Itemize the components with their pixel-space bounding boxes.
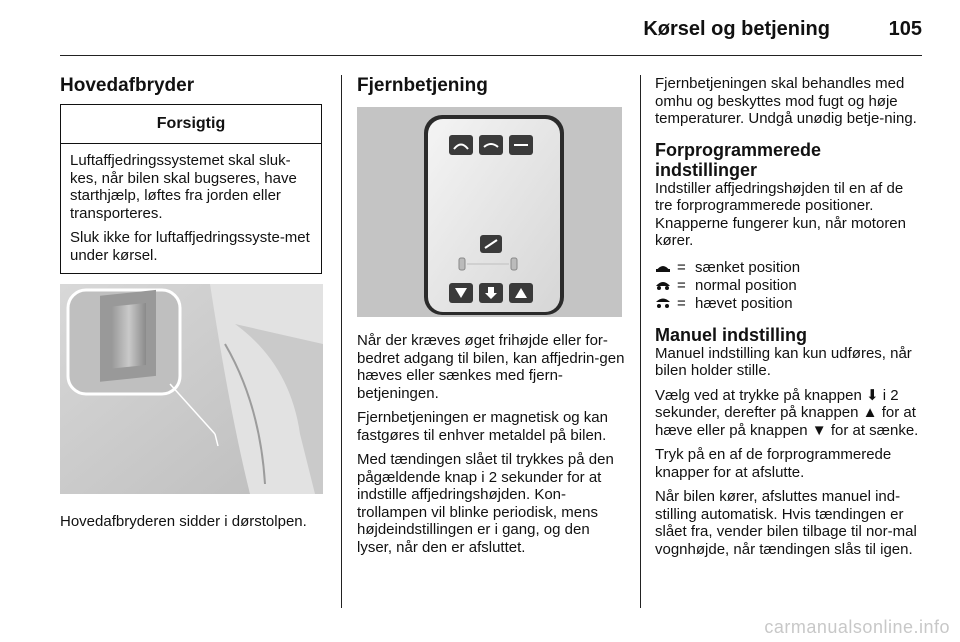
symbol-row-normal: = normal position xyxy=(655,277,923,295)
page-header-title: Kørsel og betjening xyxy=(643,18,830,40)
remote-text-2: Fjernbetjeningen er magnetisk og kan fastgøres til enhver metaldel på bilen. xyxy=(357,409,608,444)
remote-care-text: Fjernbetjeningen skal behandles med omhu og beskyttes mod fugt og høje temperaturer. Undgå unødig betje-ning. xyxy=(655,75,917,127)
main-switch-illustration xyxy=(60,284,323,494)
caution-body xyxy=(61,144,321,279)
lowered-position-label: sænket position xyxy=(695,258,801,276)
caution-text-2: Sluk ikke for luftaffjedringssyste-met under kørsel. xyxy=(70,229,310,264)
manual-text-4: Når bilen kører, afsluttes manuel ind-stilling automatisk. Hvis tændingen er slået fra, vender bilen tilbage til nor-mal vognhøjde, når tændingen slås til igen. xyxy=(655,488,917,558)
figure-caption-wrap xyxy=(60,513,330,538)
preset-symbol-list xyxy=(655,259,923,313)
remote-control-image xyxy=(357,107,622,317)
manual-text-1: Manuel indstilling kan kun udføres, når bilen holder stille. xyxy=(655,344,912,379)
caution-text-1: Luftaffjedringssystemet skal sluk-kes, når bilen skal bugseres, have starthjælp, løftes fra jorden eller transporteres. xyxy=(70,152,297,222)
section-heading-remote: Fjernbetjening xyxy=(357,75,488,96)
caution-title: Forsigtig xyxy=(61,105,321,144)
normal-position-icon xyxy=(655,277,677,295)
column-2 xyxy=(357,75,622,97)
manual-button-icon: ⬇ xyxy=(865,386,879,404)
preset-text: Indstiller affjedringshøjden til en af de tre forprogrammerede positioner. Knapperne fungerer kun, når motoren kører. xyxy=(655,179,906,249)
down-arrow-icon: ▼ xyxy=(811,421,827,439)
column-2-body xyxy=(357,332,625,563)
raised-position-label: hævet position xyxy=(695,294,793,312)
door-pillar-switch-image xyxy=(60,284,323,494)
manual-text-2: Vælg ved at trykke på knappen ⬇ i 2 sekunder, derefter på knappen ▲ for at hæve eller på knappen ▼ for at sænke. xyxy=(655,386,919,439)
remote-text-3: Med tændingen slået til trykkes på den pågældende knap i 2 sekunder for at indstille affjedringshøjden. Kon-trollampen vil blinke periodisk, mens højdeindstillingen er i gang, og den lyser, når den er afsluttet. xyxy=(357,451,614,556)
section-heading-manual: Manuel indstilling xyxy=(655,324,807,345)
header-divider xyxy=(60,55,922,56)
remote-text-1: Når der kræves øget frihøjde eller for-bedret adgang til bilen, kan affjedrin-gen hæves eller sænkes med fjern-betjeningen. xyxy=(357,332,625,402)
page-number: 105 xyxy=(888,18,922,40)
column-3 xyxy=(655,75,923,565)
remote-control-illustration xyxy=(357,107,622,317)
symbol-row-raised: = hævet position xyxy=(655,295,923,313)
manual-text-3: Tryk på en af de forprogrammerede knapper for at afslutte. xyxy=(655,446,892,481)
column-divider-1 xyxy=(341,75,342,608)
symbol-row-lowered: = sænket position xyxy=(655,259,923,277)
figure-caption: Hovedafbryderen sidder i dørstolpen. xyxy=(60,513,307,530)
section-heading-main-switch: Hovedafbryder xyxy=(60,75,195,96)
column-1 xyxy=(60,75,325,97)
section-heading-presets: Forprogrammerede indstillinger xyxy=(655,139,822,180)
column-divider-2 xyxy=(640,75,641,608)
caution-box xyxy=(60,104,322,274)
watermark: carmanualsonline.info xyxy=(764,617,950,637)
lowered-position-icon xyxy=(655,259,677,277)
normal-position-label: normal position xyxy=(695,276,797,294)
up-arrow-icon: ▲ xyxy=(862,404,878,421)
raised-position-icon xyxy=(655,295,677,313)
